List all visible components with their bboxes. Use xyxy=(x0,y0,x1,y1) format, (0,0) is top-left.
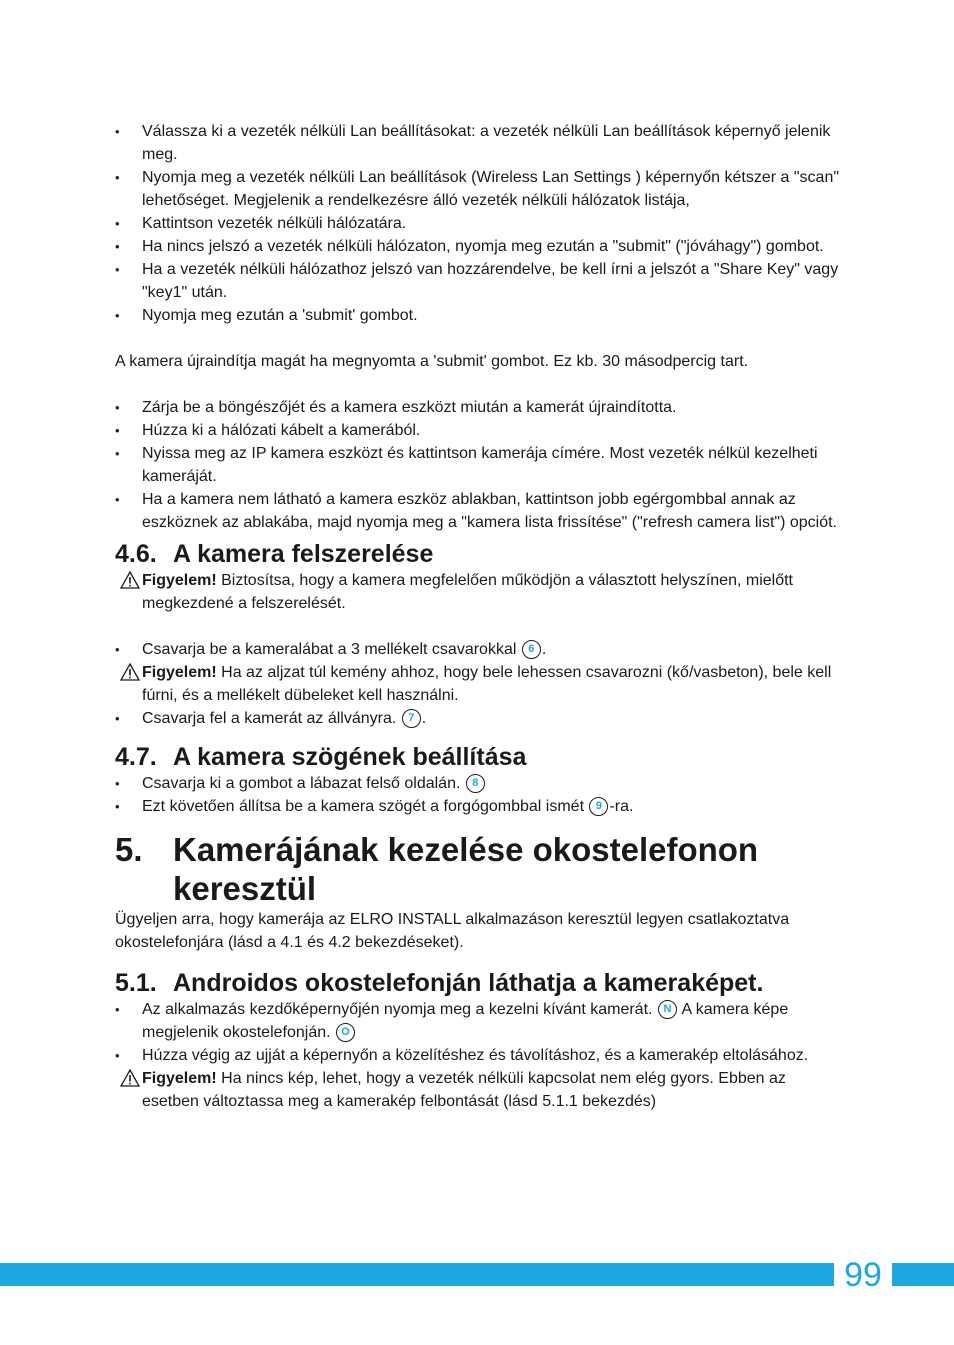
ref-circle: 9 xyxy=(589,797,608,816)
section-number: 4.6. xyxy=(115,540,157,568)
list-item: • Húzza ki a hálózati kábelt a kamerából. xyxy=(115,419,840,442)
list-item: • Húzza végig az ujját a képernyőn a közelítéshez és távolításhoz, és a kamerakép eltolásához. xyxy=(115,1044,840,1067)
ref-circle: 7 xyxy=(402,709,421,728)
warning-icon xyxy=(120,663,140,681)
warning-text: Ha nincs kép, lehet, hogy a vezeték nélküli kapcsolat nem elég gyors. Ebben az esetben változtassa meg a kamerakép felbontását (lásd 5.1.1 bekezdés) xyxy=(142,1070,786,1110)
warning-icon xyxy=(120,1069,140,1087)
android-list xyxy=(115,998,840,1067)
list-item: • Kattintson vezeték nélküli hálózatára. xyxy=(115,212,840,235)
ref-circle: 8 xyxy=(466,774,485,793)
angle-list xyxy=(115,772,840,818)
chapter-heading-5 xyxy=(115,830,840,908)
section-heading-4-7 xyxy=(115,742,840,772)
list-item: • Az alkalmazás kezdőképernyőjén nyomja meg a kezelni kívánt kamerát. N A kamera képe megjelenik okostelefonján. O xyxy=(115,998,840,1044)
list-item: • Válassza ki a vezeték nélküli Lan beállításokat: a vezeték nélküli Lan beállítások képernyő jelenik meg. xyxy=(115,120,840,166)
list-item: • Ha a vezeték nélküli hálózathoz jelszó van hozzárendelve, be kell írni a jelszót a "Share Key" vagy "key1" után. xyxy=(115,258,840,304)
list-item: • Nyomja meg a vezeték nélküli Lan beállítások (Wireless Lan Settings ) képernyőn kétszer a "scan" lehetőséget. Megjelenik a rendelkezésre álló vezeték nélküli hálózatok listája, xyxy=(115,166,840,212)
chapter-number: 5. xyxy=(115,831,143,868)
warning-label: Figyelem! xyxy=(142,572,217,589)
list-item: • Zárja be a böngészőjét és a kamera eszközt miután a kamerát újraindította. xyxy=(115,396,840,419)
list-item: • Nyissa meg az IP kamera eszközt és kattintson kamerája címére. Most vezeték nélkül kezelheti kameráját. xyxy=(115,442,840,488)
mounting-list-2 xyxy=(115,707,840,730)
warning-label: Figyelem! xyxy=(142,664,217,681)
warning-text: Biztosítsa, hogy a kamera megfelelően működjön a választott helyszínen, mielőtt megkezdené a felszerelését. xyxy=(142,572,793,612)
after-restart-list xyxy=(115,396,840,534)
wireless-steps-list xyxy=(115,120,840,327)
chapter-intro: Ügyeljen arra, hogy kamerája az ELRO INSTALL alkalmazáson keresztül legyen csatlakoztatva okostelefonjára (lásd a 4.1 és 4.2 bekezdéseket). xyxy=(115,911,790,951)
ref-circle: 6 xyxy=(522,640,541,659)
warning-icon xyxy=(120,571,140,589)
chapter-title: Kamerájának kezelése okostelefonon keresztül xyxy=(173,831,759,907)
section-title: A kamera felszerelése xyxy=(173,540,434,568)
section-heading-5-1 xyxy=(115,968,840,998)
list-item: • Ha a kamera nem látható a kamera eszköz ablakban, kattintson jobb egérgombbal annak az eszköznek az ablakába, majd nyomja meg a "kamera lista frissítése" ("refresh camera list") opciót. xyxy=(115,488,840,534)
list-item: • Ha nincs jelszó a vezeték nélküli hálózaton, nyomja meg ezután a "submit" ("jóváhagy") gombot. xyxy=(115,235,840,258)
list-item: • Csavarja fel a kamerát az állványra. 7 . xyxy=(115,707,840,730)
section-title: A kamera szögének beállítása xyxy=(173,743,527,771)
ref-circle: O xyxy=(336,1023,355,1042)
section-number: 5.1. xyxy=(115,969,157,997)
list-item: • Ezt követően állítsa be a kamera szögét a forgógombbal ismét 9 -ra. xyxy=(115,795,840,818)
page-number: 99 xyxy=(834,1256,892,1294)
warning-note xyxy=(115,661,840,707)
mounting-list xyxy=(115,638,840,661)
list-item: • Nyomja meg ezután a 'submit' gombot. xyxy=(115,304,840,327)
page-content xyxy=(115,120,840,1113)
list-item: • Csavarja be a kameralábat a 3 mellékelt csavarokkal 6 . xyxy=(115,638,840,661)
warning-note xyxy=(115,1067,840,1113)
warning-label: Figyelem! xyxy=(142,1070,217,1087)
list-item: • Csavarja ki a gombot a lábazat felső oldalán. 8 xyxy=(115,772,840,795)
footer-bar xyxy=(0,1263,954,1286)
warning-note xyxy=(115,569,840,615)
section-heading-4-6 xyxy=(115,539,840,569)
section-title: Androidos okostelefonján láthatja a kameraképet. xyxy=(173,969,764,997)
warning-text: Ha az aljzat túl kemény ahhoz, hogy bele lehessen csavarozni (kő/vasbeton), bele kell fúrni, és a mellékelt dübeleket kell használni. xyxy=(142,664,832,704)
section-number: 4.7. xyxy=(115,743,157,771)
restart-paragraph: A kamera újraindítja magát ha megnyomta a 'submit' gombot. Ez kb. 30 másodpercig tart. xyxy=(115,353,749,370)
ref-circle: N xyxy=(658,1000,677,1019)
